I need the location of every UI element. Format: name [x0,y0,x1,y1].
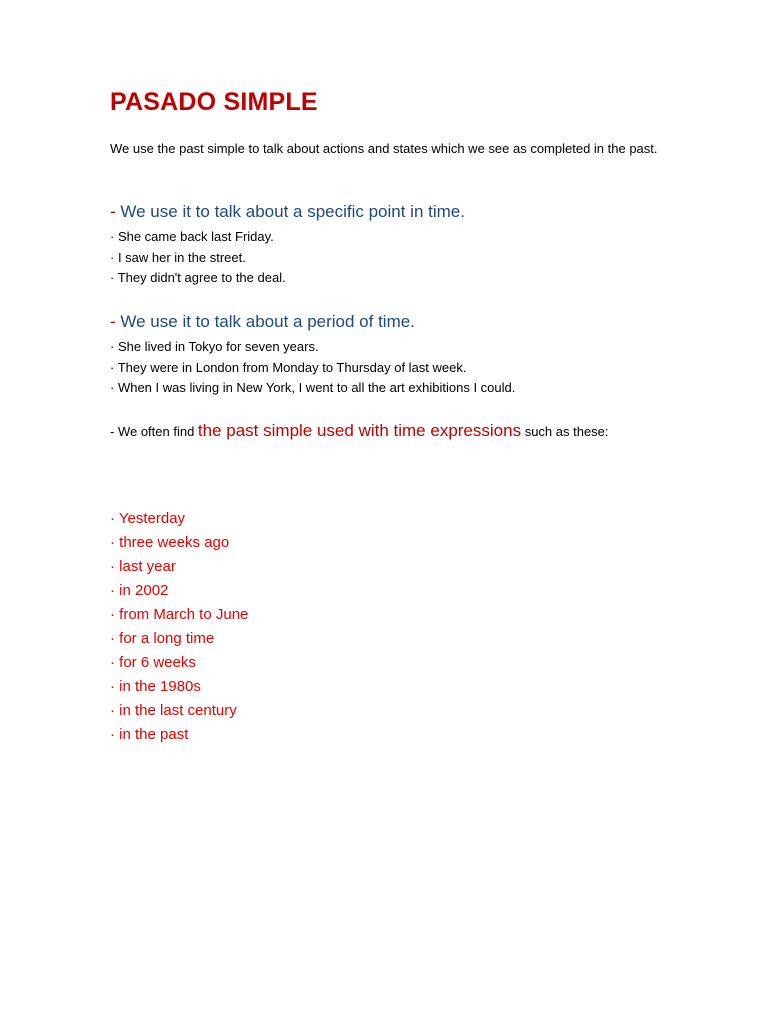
time-expression-item: · in the last century [110,702,237,719]
intro-paragraph: We use the past simple to talk about actions and states which we see as completed in the past. [110,141,658,156]
time-expression-item: · in 2002 [110,582,169,599]
time-expression-item: · in the past [110,726,189,743]
time-expression-item: · last year [110,558,176,575]
time-expression-item: · for a long time [110,630,215,647]
heading-text: We use it to talk about a specific point in time. [115,202,465,221]
time-expression-item: · in the 1980s [110,678,201,695]
examples-list-period [110,337,515,399]
example-item: · When I was living in New York, I went to all the art exhibitions I could. [110,380,516,395]
heading-dash: - [110,202,116,221]
heading-text: We use it to talk about a period of time. [115,312,415,331]
often-prefix: - We often find [110,424,198,439]
example-item: · I saw her in the street. [110,249,246,265]
time-expression-item: · from March to June [110,606,249,623]
example-item: · She lived in Tokyo for seven years. [110,339,319,354]
time-expression-item: · three weeks ago [110,534,230,551]
example-item: · They didn't agree to the deal. [110,270,286,285]
example-item: · They were in London from Monday to Thursday of last week. [110,359,467,375]
time-expression-item: · Yesterday [110,510,186,527]
time-expression-item: · for 6 weeks [110,654,196,671]
examples-list-specific-point [110,227,286,289]
time-expressions-list [110,507,248,747]
often-highlight: the past simple used with time expressions [197,421,522,440]
often-suffix: such as these: [521,424,609,439]
section-heading-specific-point [110,202,465,222]
time-expressions-intro [110,420,670,443]
page-title: PASADO SIMPLE [110,88,318,116]
section-heading-period [110,312,415,332]
heading-dash: - [110,312,116,331]
example-item: · She came back last Friday. [110,229,274,244]
